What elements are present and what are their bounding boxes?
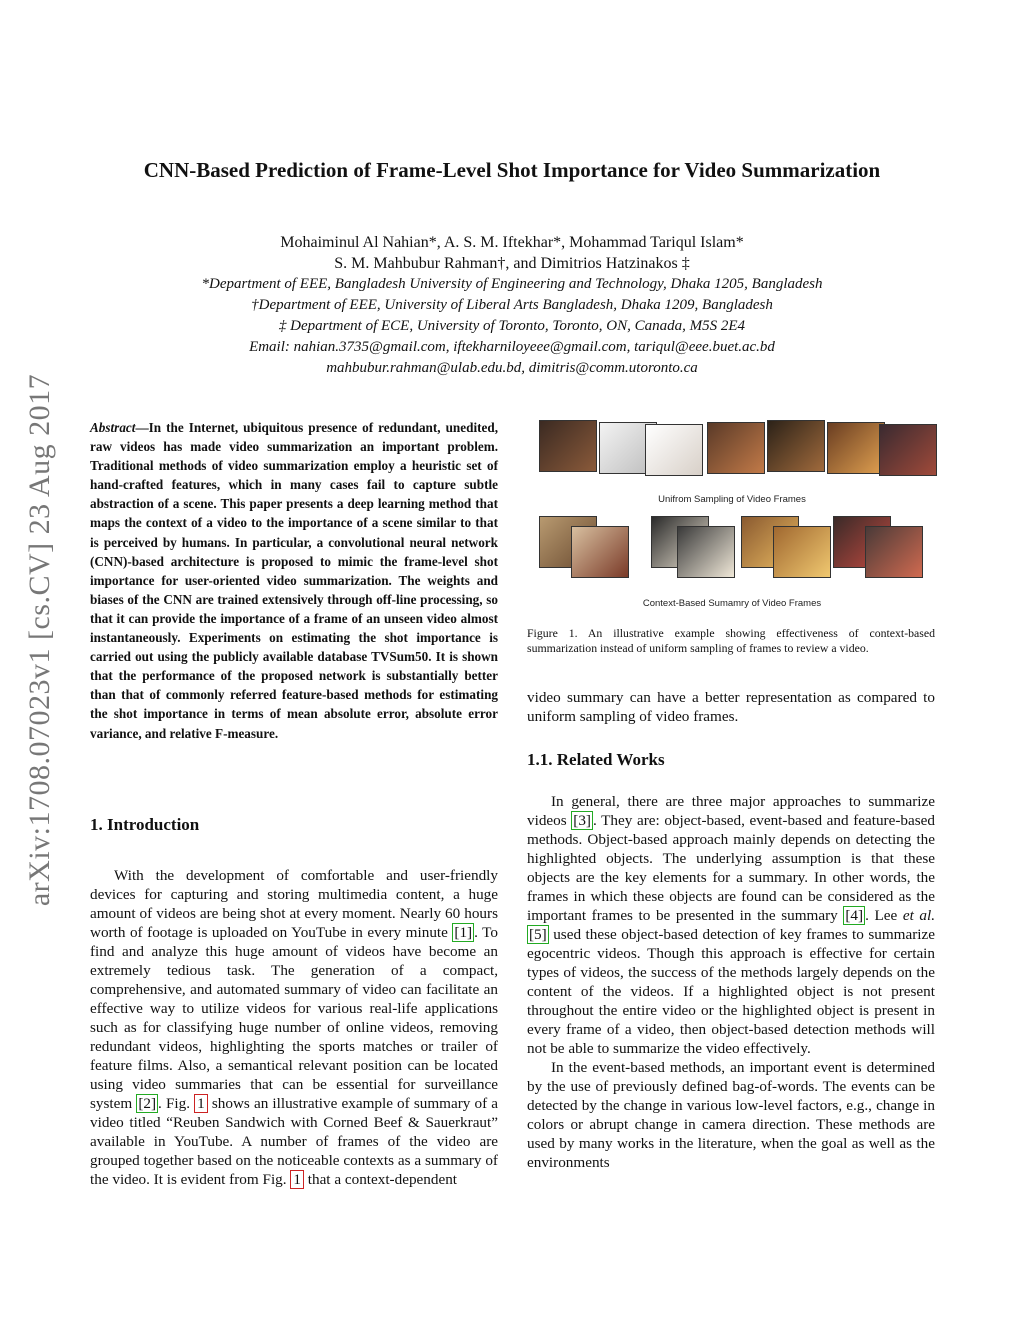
- context-summary-strip: [527, 516, 937, 596]
- related-paragraph-2: In the event-based methods, an important event is determined by the use of previously defined bag-of-words. The events can be detected by the change in various low-level factors, e.g., change in colors or abrupt change in camera direction. These methods are used by many works in the literature, when the goal as well as the environments: [527, 1059, 935, 1171]
- uniform-sampling-strip: [527, 420, 937, 500]
- related-paragraph-1: [527, 792, 935, 1058]
- author-line-1: Mohaiminul Al Nahian*, A. S. M. Iftekhar*, Mohammad Tariqul Islam*: [280, 234, 744, 251]
- et-al: et al.: [902, 907, 935, 924]
- paper-title: CNN-Based Prediction of Frame-Level Shot Importance for Video Summarization: [143, 158, 881, 182]
- author-block: [0, 232, 1024, 379]
- related-text-5: used these object-based detection of key frames to summarize egocentric videos. Though this approach is effective for certain types of videos, the success of the methods largely depends on the content of the videos. If a highlighted object is not present throughout the entire video or the highlighted object is present in every frame of a video, then object-based detection methods will not be able to summarize the video effectively.: [527, 926, 935, 1057]
- citation-5[interactable]: [5]: [529, 926, 547, 943]
- video-frame: [767, 420, 825, 472]
- continuation-paragraph: video summary can have a better representation as compared to uniform sampling of video frames.: [527, 689, 935, 725]
- related-text-3: . Lee: [865, 907, 903, 924]
- citation-4[interactable]: [4]: [845, 907, 864, 924]
- intro-text-3: . Fig.: [158, 1095, 195, 1112]
- video-frame: [571, 526, 629, 578]
- arxiv-identifier: arXiv:1708.07023v1 [cs.CV] 23 Aug 2017: [23, 373, 56, 907]
- related-text-1: In general, there are three major approaches to summarize videos: [527, 793, 935, 829]
- right-column-continuation: [527, 688, 935, 726]
- author-line-2: S. M. Mahbubur Rahman†, and Dimitrios Hatzinakos ‡: [334, 255, 690, 272]
- email-line-1: Email: nahian.3735@gmail.com, iftekharniloyeee@gmail.com, tariqul@eee.buet.ac.bd: [249, 339, 775, 355]
- video-frame: [865, 526, 923, 578]
- intro-text-1: With the development of comfortable and user-friendly devices for capturing and storing multimedia content, a huge amount of videos are being shot at every moment. Nearly 60 hours worth of footage is uploaded on YouTube in every minute: [90, 867, 498, 941]
- video-frame: [539, 420, 597, 472]
- video-frame: [773, 526, 831, 578]
- intro-paragraph: [90, 866, 498, 1189]
- video-frame: [879, 424, 937, 476]
- heading-related-works: 1.1. Related Works: [527, 750, 665, 769]
- related-text-2: . They are: object-based, event-based and feature-based methods. Object-based approach mainly depends on detecting the highlighted objects. The underlying assumption is that these objects are the key elements for a summary. In other words, the frames in which these objects are found can be considered as the important frames to be presented in the summary: [527, 812, 935, 924]
- figure-ref-1[interactable]: 1: [194, 1094, 208, 1113]
- video-frame: [645, 424, 703, 476]
- citation-2[interactable]: [2]: [138, 1095, 157, 1112]
- related-works-body: [527, 792, 935, 1172]
- affiliation-1: *Department of EEE, Bangladesh University of Engineering and Technology, Dhaka 1205, Bangladesh: [201, 276, 823, 292]
- video-frame: [677, 526, 735, 578]
- abstract-label: Abstract: [90, 420, 136, 435]
- abstract: [90, 418, 498, 743]
- video-frame: [707, 422, 765, 474]
- figure-ref-2[interactable]: 1: [290, 1170, 304, 1189]
- intro-text-5: that a context-dependent: [303, 1171, 458, 1188]
- affiliation-2: †Department of EEE, University of Liberal Arts Bangladesh, Dhaka 1209, Bangladesh: [251, 297, 773, 313]
- affiliation-3: ‡ Department of ECE, University of Toronto, Toronto, ON, Canada, M5S 2E4: [278, 318, 746, 334]
- abstract-text: —In the Internet, ubiquitous presence of redundant, unedited, raw videos has made video summarization an important problem. Traditional methods of video summarization employ a heuristic set of hand-crafted features, which in many cases fail to capture subtle abstraction of a scene. This paper presents a deep learning method that maps the context of a video to the importance of a scene similar to that is perceived by humans. In particular, a convolutional neural network (CNN)-based architecture is proposed to mimic the frame-level shot importance for user-oriented video summarization. The weights and biases of the CNN are trained extensively through off-line processing, so that it can provide the importance of a frame of an unseen video almost instantaneously. Experiments on estimating the shot importance is carried out using the publicly available database TVSum50. It is shown that the performance of the proposed network is substantially better than that of commonly referred feature-based methods for estimating the shot importance in terms of mean absolute error, absolute error variance, and relative F-measure.: [90, 420, 498, 741]
- figure-1: [527, 412, 937, 609]
- intro-text-2: . To find and analyze this huge amount of videos have become an extremely tedious task. The generation of a compact, comprehensive, and automated summary of video can facilitate an effective way to utilize videos for various real-life applications such as for classifying huge number of online videos, removing redundant videos, highlighting the sports matches or trailer of feature films. Also, a semantical relevant position can be located using video summaries that can be essential for surveillance system: [90, 924, 498, 1112]
- context-summary-label: Context-Based Sumamry of Video Frames: [642, 598, 822, 609]
- uniform-sampling-label: Unifrom Sampling of Video Frames: [658, 494, 806, 505]
- figure-1-caption: Figure 1. An illustrative example showing effectiveness of context-based summarization instead of uniform sampling of frames to review a video.: [527, 626, 935, 655]
- intro-text-4: shows an illustrative example of summary of a video titled “Reuben Sandwich with Corned Beef & Sauerkraut” available in YouTube. A number of frames of the video are grouped together based on the noticeable contexts as a summary of the video. It is evident from Fig.: [90, 1095, 498, 1188]
- citation-1[interactable]: [1]: [454, 924, 473, 941]
- citation-3[interactable]: [3]: [573, 812, 591, 829]
- introduction-body: [90, 866, 498, 1189]
- video-frame: [827, 422, 885, 474]
- heading-introduction: 1. Introduction: [90, 815, 200, 834]
- email-line-2: mahbubur.rahman@ulab.edu.bd, dimitris@comm.utoronto.ca: [326, 360, 698, 376]
